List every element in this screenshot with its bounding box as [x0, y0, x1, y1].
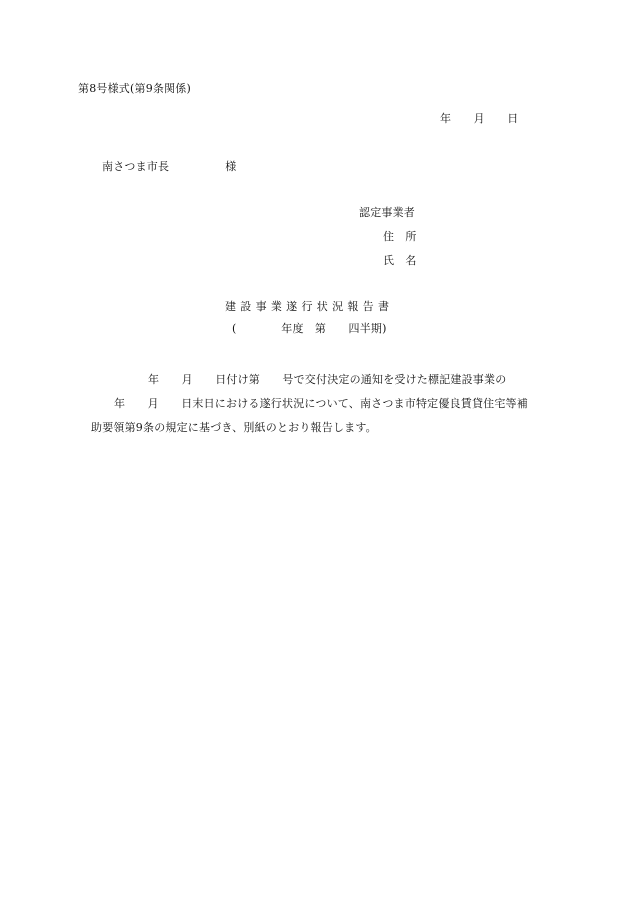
period-line: ( 年度 第 四半期)	[232, 322, 387, 335]
date-line: 年 月 日	[440, 112, 519, 125]
body-line-2: 年 月 日末日における遂行状況について、南さつま市特定優良賃貸住宅等補	[114, 397, 528, 410]
applicant-label: 認定事業者	[359, 206, 415, 219]
name-label: 氏 名	[383, 254, 417, 267]
body-line-3: 助要領第9条の規定に基づき、別紙のとおり報告します。	[91, 421, 377, 434]
body-line-1: 年 月 日付け第 号で交付決定の通知を受けた標記建設事業の	[148, 373, 507, 386]
address-label: 住 所	[383, 230, 417, 243]
form-number: 第8号様式(第9条関係)	[78, 82, 191, 95]
document-title: 建 設 事 業 遂 行 状 況 報 告 書	[225, 300, 390, 313]
addressee: 南さつま市長 様	[102, 160, 237, 173]
